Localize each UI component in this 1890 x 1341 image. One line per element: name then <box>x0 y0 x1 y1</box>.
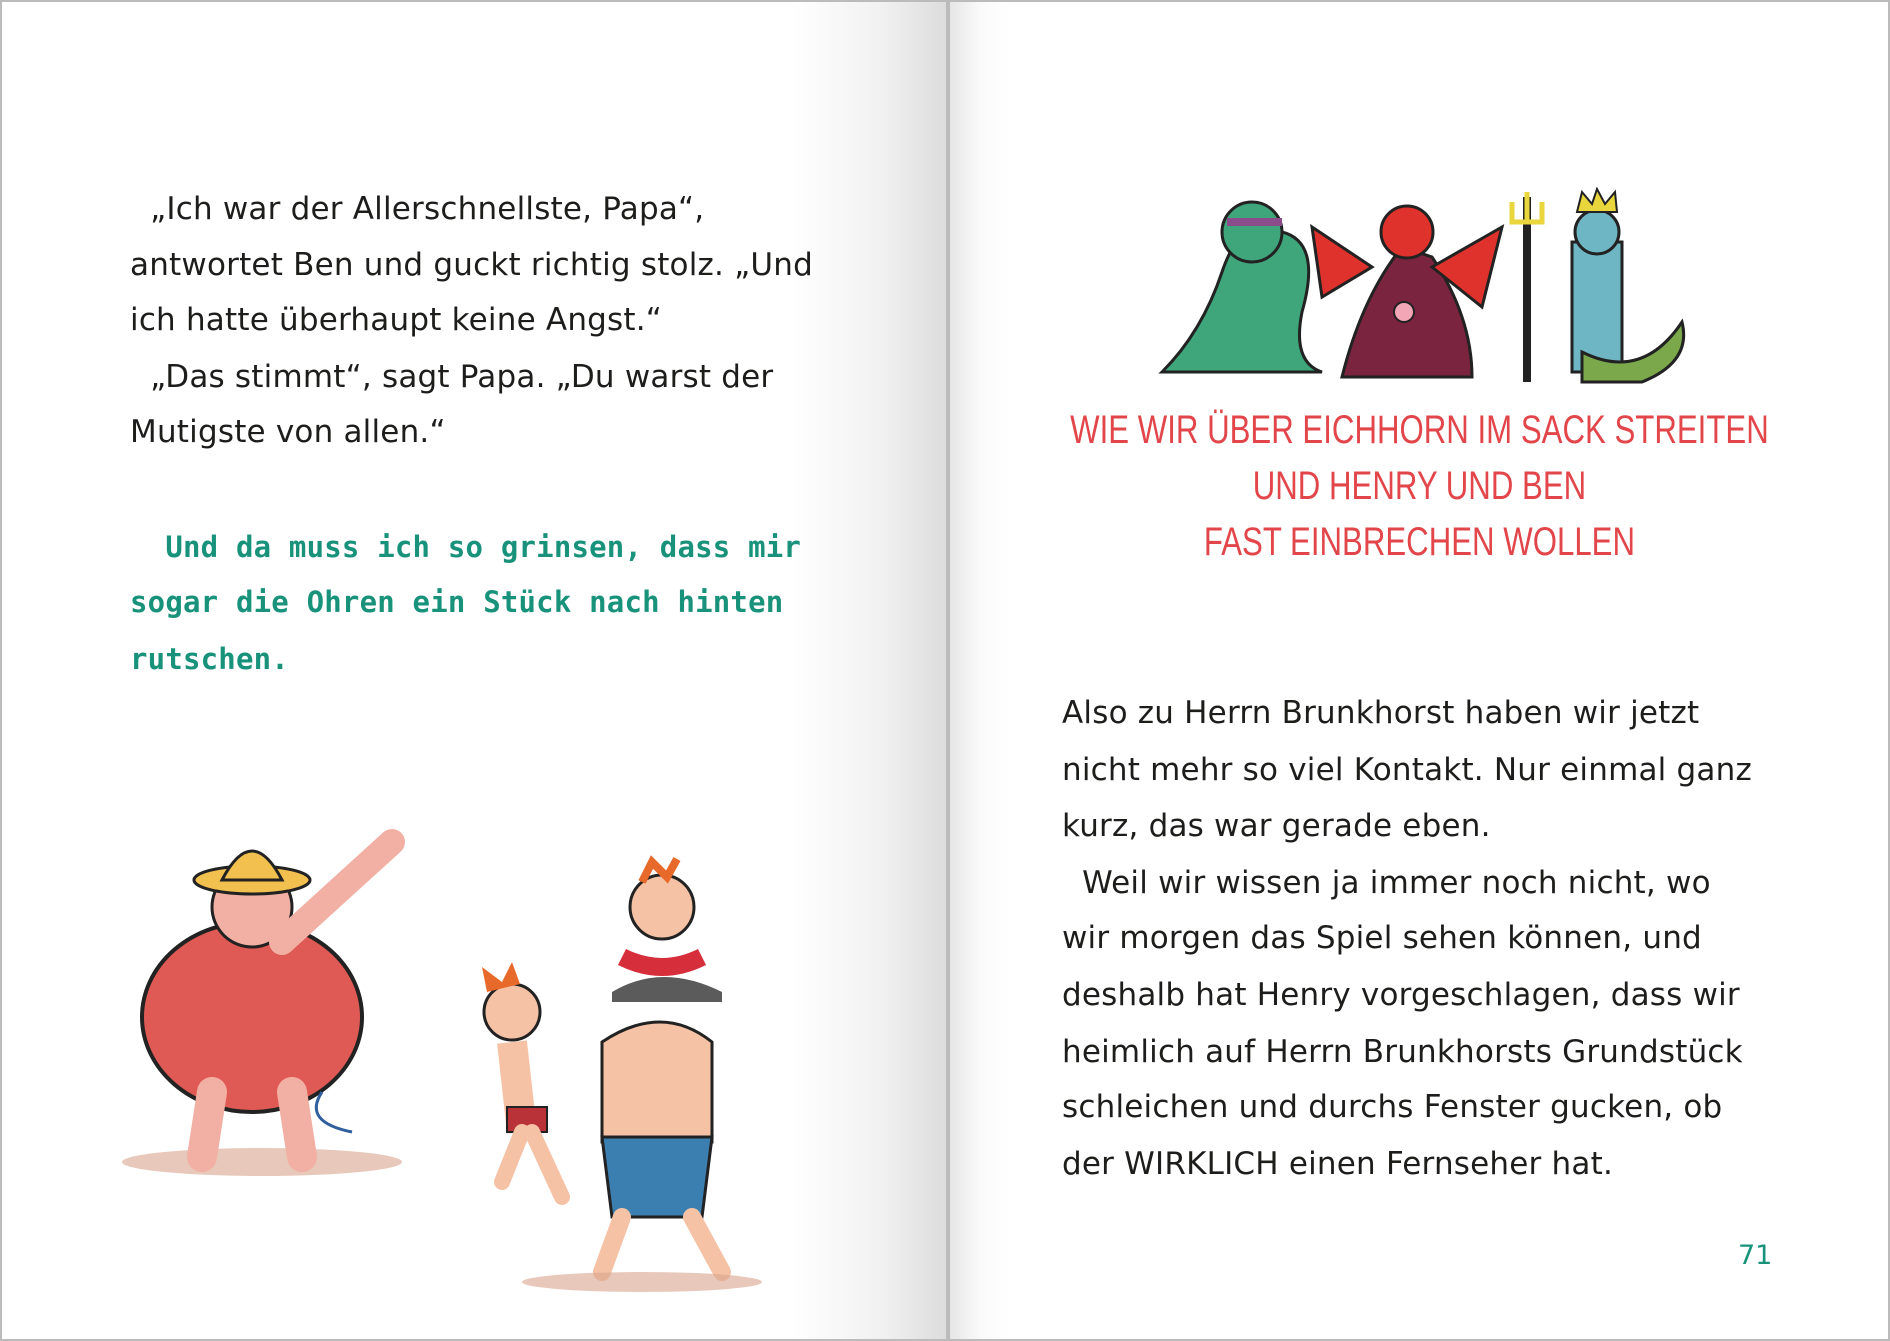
text-line: Also zu Herrn Brunkhorst haben wir jetzt <box>1062 695 1700 731</box>
text-line: deshalb hat Henry vorgeschlagen, dass wir <box>1062 977 1740 1013</box>
text-line: der WIRKLICH einen Fernseher hat. <box>1062 1146 1613 1182</box>
green-text-line: Und da muss ich so grinsen, dass mir <box>130 530 802 564</box>
text-line: schleichen und durchs Fenster gucken, ob <box>1062 1089 1723 1125</box>
monsters-illustration <box>1132 187 1722 392</box>
text-line: kurz, das war gerade eben. <box>1062 808 1491 844</box>
chapter-title-line: UND HENRY UND BEN <box>1252 464 1587 508</box>
text-line: Weil wir wissen ja immer noch nicht, wo <box>1062 865 1711 901</box>
text-line: antwortet Ben und guckt richtig stolz. „Und <box>130 247 813 283</box>
chapter-title-line: WIE WIR ÜBER EICHHORN IM SACK STREITEN <box>1070 408 1769 452</box>
green-text-line: sogar die Ohren ein Stück nach hinten <box>130 585 784 619</box>
text-line: wir morgen das Spiel sehen können, und <box>1062 920 1702 956</box>
text-line: heimlich auf Herrn Brunkhorsts Grundstück <box>1062 1034 1743 1070</box>
text-line: Mutigste von allen.“ <box>130 414 446 450</box>
page-number: 71 <box>1738 1240 1773 1271</box>
text-line: „Ich war der Allerschnellste, Papa“, <box>130 191 705 227</box>
text-line: nicht mehr so viel Kontakt. Nur einmal ganz <box>1062 752 1752 788</box>
green-text-line: rutschen. <box>130 642 289 676</box>
text-line: ich hatte überhaupt keine Angst.“ <box>130 302 663 338</box>
right-page <box>948 0 1890 1341</box>
chapter-title-line: FAST EINBRECHEN WOLLEN <box>1203 520 1636 564</box>
beach-illustration <box>122 802 842 1322</box>
text-line: „Das stimmt“, sagt Papa. „Du warst der <box>130 359 774 395</box>
